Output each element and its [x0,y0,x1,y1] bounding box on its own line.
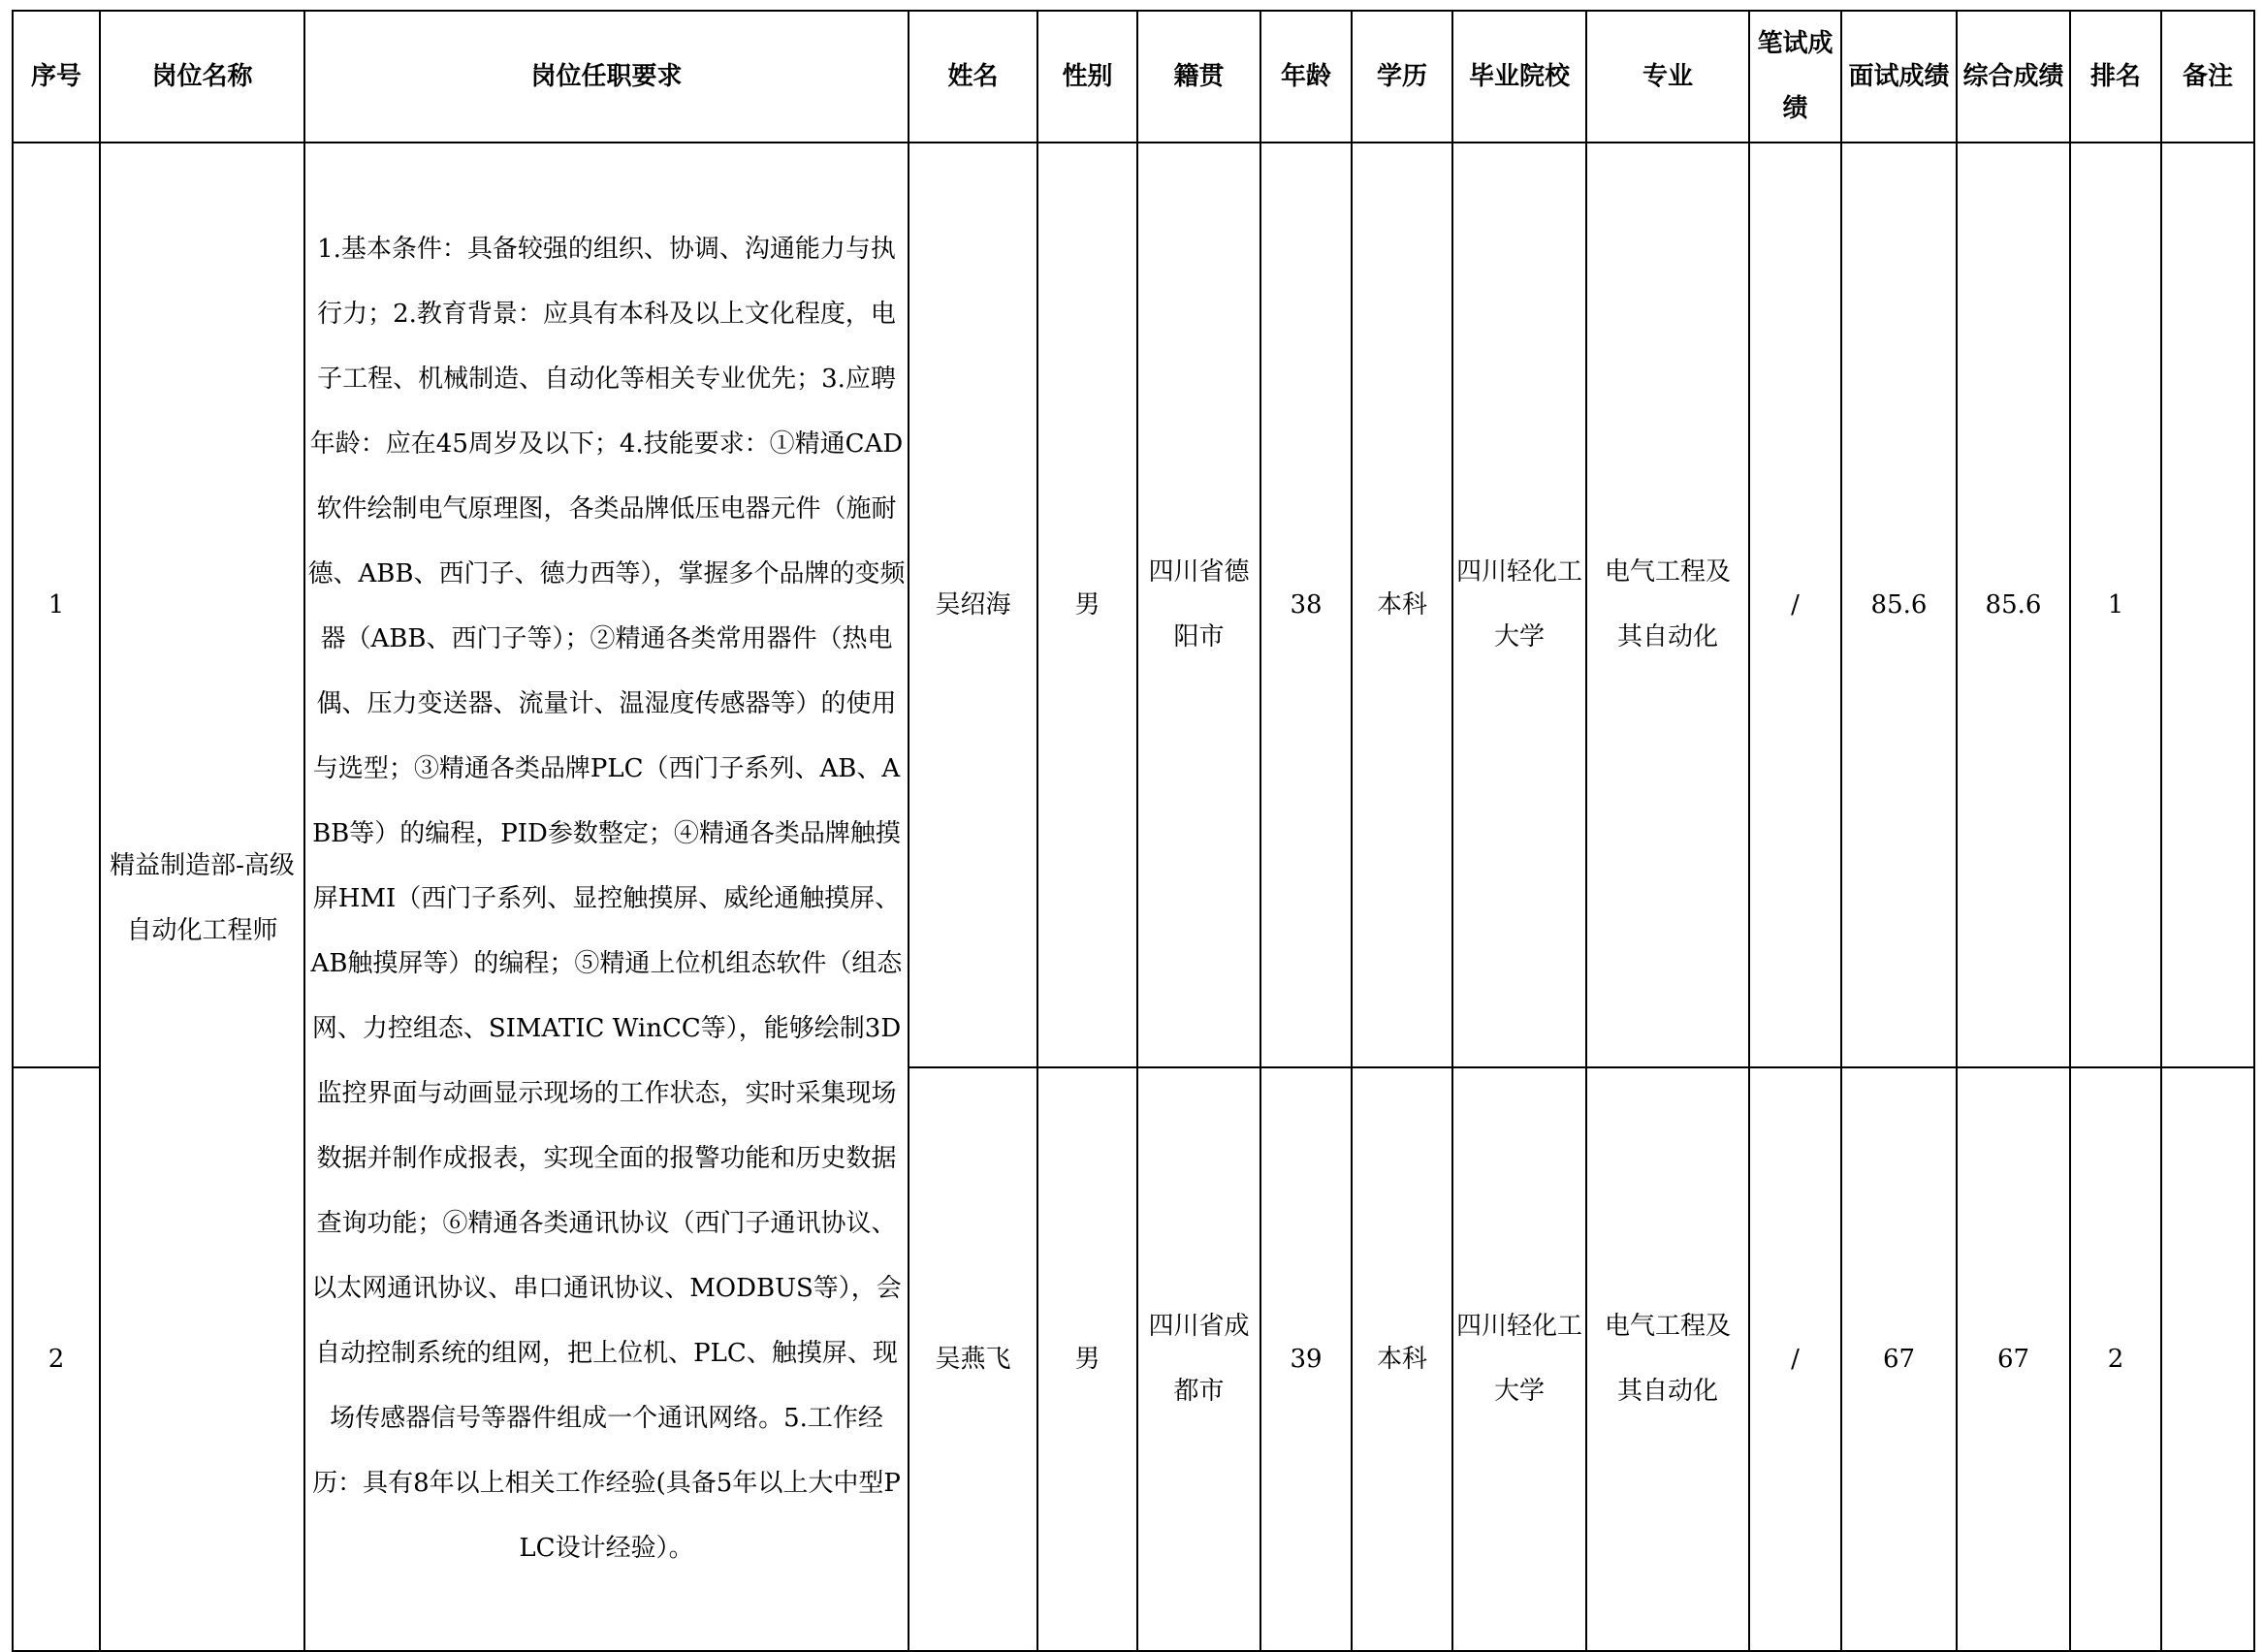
cell-major: 电气工程及其自动化 [1586,143,1749,1067]
cell-school: 四川轻化工大学 [1452,1067,1586,1651]
header-total-score: 综合成绩 [1957,11,2070,143]
cell-rank: 1 [2070,143,2161,1067]
header-age: 年龄 [1260,11,1352,143]
cell-remarks [2161,1067,2254,1651]
cell-name: 吴绍海 [909,143,1037,1067]
cell-interview-score: 67 [1841,1067,1957,1651]
header-seq: 序号 [13,11,100,143]
cell-remarks [2161,143,2254,1067]
header-written-score: 笔试成绩 [1749,11,1841,143]
cell-origin: 四川省德阳市 [1137,143,1260,1067]
cell-name: 吴燕飞 [909,1067,1037,1651]
cell-major: 电气工程及其自动化 [1586,1067,1749,1651]
header-name: 姓名 [909,11,1037,143]
cell-age: 38 [1260,143,1352,1067]
header-education: 学历 [1352,11,1452,143]
cell-education: 本科 [1352,1067,1452,1651]
cell-gender: 男 [1037,1067,1137,1651]
cell-gender: 男 [1037,143,1137,1067]
header-gender: 性别 [1037,11,1137,143]
table-row [13,143,2254,1067]
cell-interview-score: 85.6 [1841,143,1957,1067]
cell-rank: 2 [2070,1067,2161,1651]
header-requirements: 岗位任职要求 [304,11,909,143]
header-origin: 籍贯 [1137,11,1260,143]
header-rank: 排名 [2070,11,2161,143]
cell-written-score: / [1749,143,1841,1067]
cell-origin: 四川省成都市 [1137,1067,1260,1651]
header-position: 岗位名称 [100,11,304,143]
cell-seq: 1 [13,143,100,1067]
cell-age: 39 [1260,1067,1352,1651]
cell-position-name: 精益制造部-高级自动化工程师 [100,143,304,1651]
cell-written-score: / [1749,1067,1841,1651]
cell-education: 本科 [1352,143,1452,1067]
header-interview-score: 面试成绩 [1841,11,1957,143]
header-school: 毕业院校 [1452,11,1586,143]
cell-seq: 2 [13,1067,100,1651]
header-row [13,11,2254,143]
cell-requirements: 1.基本条件：具备较强的组织、协调、沟通能力与执行力；2.教育背景：应具有本科及以上文化程度，电子工程、机械制造、自动化等相关专业优先；3.应聘年龄：应在45周岁及以下；4.技能要求：①精通CAD软件绘制电气原理图，各类品牌低压电器元件（施耐德、ABB、西门子、德力西等），掌握多个品牌的变频器（ABB、西门子等）；②精通各类常用器件（热电偶、压力变送器、流量计、温湿度传感器等）的使用与选型；③精通各类品牌PLC（西门子系列、AB、ABB等）的编程，PID参数整定；④精通各类品牌触摸屏HMI（西门子系列、显控触摸屏、威纶通触摸屏、AB触摸屏等）的编程；⑤精通上位机组态软件（组态网、力控组态、SIMATIC WinCC等），能够绘制3D监控界面与动画显示现场的工作状态，实时采集现场数据并制作成报表，实现全面的报警功能和历史数据查询功能；⑥精通各类通讯协议（西门子通讯协议、以太网通讯协议、串口通讯协议、MODBUS等），会自动控制系统的组网，把上位机、PLC、触摸屏、现场传感器信号等器件组成一个通讯网络。5.工作经历：具有8年以上相关工作经验(具备5年以上大中型PLC设计经验）。 [304,143,909,1651]
header-major: 专业 [1586,11,1749,143]
cell-total-score: 85.6 [1957,143,2070,1067]
cell-school: 四川轻化工大学 [1452,143,1586,1067]
results-table [12,10,2255,1652]
cell-total-score: 67 [1957,1067,2070,1651]
header-remarks: 备注 [2161,11,2254,143]
